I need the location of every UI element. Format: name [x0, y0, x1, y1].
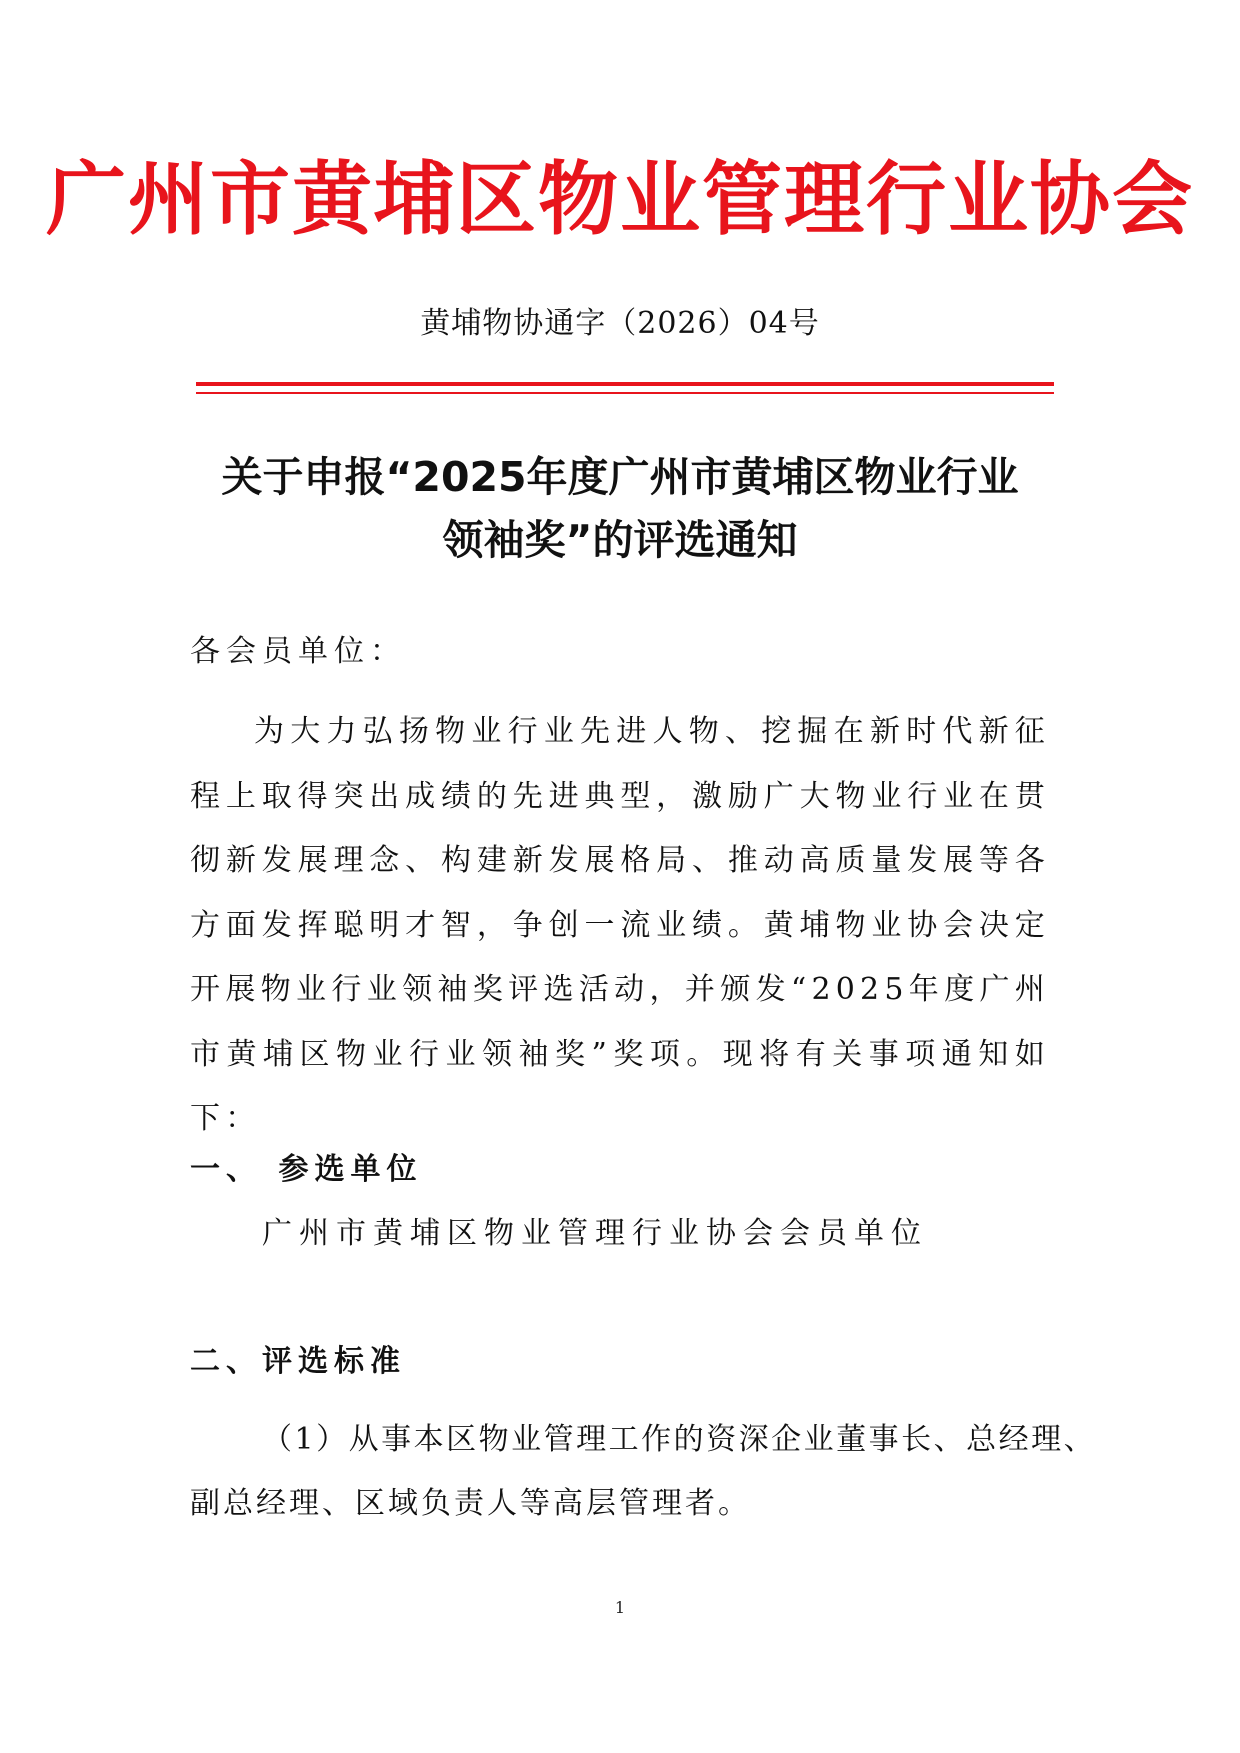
criterion1-line1: （1）从事本区物业管理工作的资深企业董事长、总经理、: [262, 1422, 1097, 1457]
page-number: 1: [614, 1598, 626, 1617]
header-rule-thick: [196, 382, 1054, 386]
section1-text: 广州市黄埔区物业管理行业协会会员单位: [262, 1216, 928, 1251]
section1-heading: 一、 参选单位: [190, 1152, 423, 1187]
organization-title: 广州市黄埔区物业管理行业协会: [46, 153, 1194, 246]
criterion1-line2: 副总经理、区域负责人等高层管理者。: [190, 1486, 751, 1521]
notice-title-line2: 领袖奖”的评选通知: [442, 516, 798, 564]
section2-heading: 二、评选标准: [190, 1344, 406, 1379]
header-rule-thin: [196, 392, 1054, 394]
salutation: 各会员单位：: [190, 634, 406, 669]
document-number: 黄埔物协通字（2026）04号: [420, 306, 820, 341]
notice-title-line1: 关于申报“2025年度广州市黄埔区物业行业: [221, 453, 1019, 501]
intro-paragraph: 为大力弘扬物业行业先进人物、挖掘在新时代新征程上取得突出成绩的先进典型，激励广大物业行业在贯彻新发展理念、构建新发展格局、推动高质量发展等各方面发挥聪明才智，争创一流业绩。黄埔物业协会决定开展物业行业领袖奖评选活动，并颁发“2025年度广州市黄埔区物业行业领袖奖”奖项。现将有关事项通知如下：: [190, 714, 1050, 1136]
